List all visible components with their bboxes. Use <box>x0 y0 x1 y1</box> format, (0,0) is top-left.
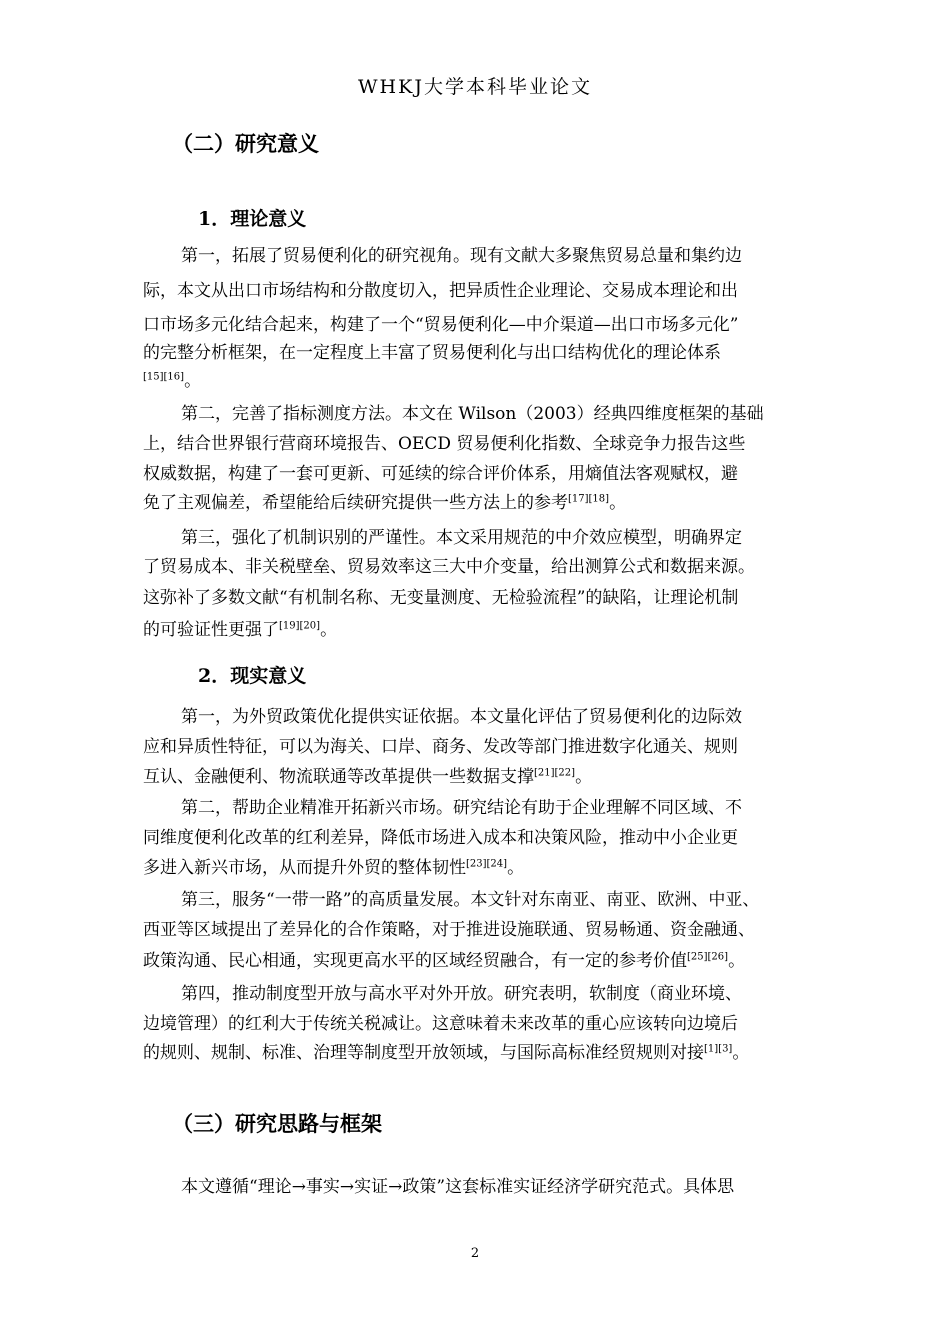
paragraph-line: 免了主观偏差，希望能给后续研究提供一些方法上的参考[17][18]。 <box>143 493 627 513</box>
paragraph-line: 第二，帮助企业精准开拓新兴市场。研究结论有助于企业理解不同区域、不 <box>181 798 742 818</box>
paragraph-line: 的完整分析框架，在一定程度上丰富了贸易便利化与出口结构优化的理论体系 <box>143 343 721 363</box>
subsection-heading-practical: 2．现实意义 <box>198 665 307 687</box>
page-number: 2 <box>470 1246 480 1261</box>
paragraph-line: 互认、金融便利、物流联通等改革提供一些数据支撑[21][22]。 <box>143 767 593 787</box>
paragraph-line: 多进入新兴市场，从而提升外贸的整体韧性[23][24]。 <box>143 858 525 878</box>
paragraph-line: 政策沟通、民心相通，实现更高水平的区域经贸融合，有一定的参考价值[25][26]。 <box>143 951 746 971</box>
paragraph-line: 西亚等区域提出了差异化的合作策略，对于推进设施联通、贸易畅通、资金融通、 <box>143 920 755 940</box>
paragraph-line: 了贸易成本、非关税壁垒、贸易效率这三大中介变量，给出测算公式和数据来源。 <box>143 557 755 577</box>
paragraph-line: 第二，完善了指标测度方法。本文在 Wilson（2003）经典四维度框架的基础 <box>181 404 764 424</box>
citation: [15][16] <box>143 371 185 383</box>
paragraph-line: 上，结合世界银行营商环境报告、OECD 贸易便利化指数、全球竞争力报告这些 <box>143 434 746 454</box>
section-heading-research-framework: （三）研究思路与框架 <box>172 1111 382 1136</box>
citation: [25][26] <box>687 951 729 963</box>
paragraph-line: 应和异质性特征，可以为海关、口岸、商务、发改等部门推进数字化通关、规则 <box>143 737 738 757</box>
paragraph-line: 边境管理）的红利大于传统关税减让。这意味着未来改革的重心应该转向边境后 <box>143 1014 738 1034</box>
subsection-heading-theoretical: 1．理论意义 <box>198 208 307 230</box>
paragraph-line: [15][16]。 <box>143 371 202 391</box>
paragraph-line: 第一，为外贸政策优化提供实证依据。本文量化评估了贸易便利化的边际效 <box>181 707 742 727</box>
citation: [1][3] <box>704 1043 733 1055</box>
paragraph-line: 际，本文从出口市场结构和分散度切入，把异质性企业理论、交易成本理论和出 <box>143 281 738 301</box>
citation: [23][24] <box>466 858 508 870</box>
citation: [17][18] <box>568 493 610 505</box>
paragraph-line: 同维度便利化改革的红利差异，降低市场进入成本和决策风险，推动中小企业更 <box>143 828 738 848</box>
paragraph-line: 本文遵循“理论→事实→实证→政策”这套标准实证经济学研究范式。具体思 <box>181 1177 735 1197</box>
paragraph-line: 权威数据，构建了一套可更新、可延续的综合评价体系，用熵值法客观赋权，避 <box>143 464 738 484</box>
citation: [19][20] <box>279 620 321 632</box>
paragraph-line: 第一，拓展了贸易便利化的研究视角。现有文献大多聚焦贸易总量和集约边 <box>181 246 742 266</box>
running-header: WHKJ大学本科毕业论文 <box>358 76 592 98</box>
paragraph-line: 口市场多元化结合起来，构建了一个“贸易便利化—中介渠道—出口市场多元化” <box>143 315 739 335</box>
paragraph-line: 的规则、规制、标准、治理等制度型开放领域，与国际高标准经贸规则对接[1][3]。 <box>143 1043 750 1063</box>
paragraph-line: 这弥补了多数文献“有机制名称、无变量测度、无检验流程”的缺陷，让理论机制 <box>143 588 739 608</box>
paragraph-line: 的可验证性更强了[19][20]。 <box>143 620 338 640</box>
paragraph-line: 第三，强化了机制识别的严谨性。本文采用规范的中介效应模型，明确界定 <box>181 528 742 548</box>
paragraph-line: 第四，推动制度型开放与高水平对外开放。研究表明，软制度（商业环境、 <box>181 984 742 1004</box>
paragraph-line: 第三，服务“一带一路”的高质量发展。本文针对东南亚、南亚、欧洲、中亚、 <box>181 890 760 910</box>
section-heading-research-significance: （二）研究意义 <box>172 131 319 156</box>
citation: [21][22] <box>534 767 576 779</box>
